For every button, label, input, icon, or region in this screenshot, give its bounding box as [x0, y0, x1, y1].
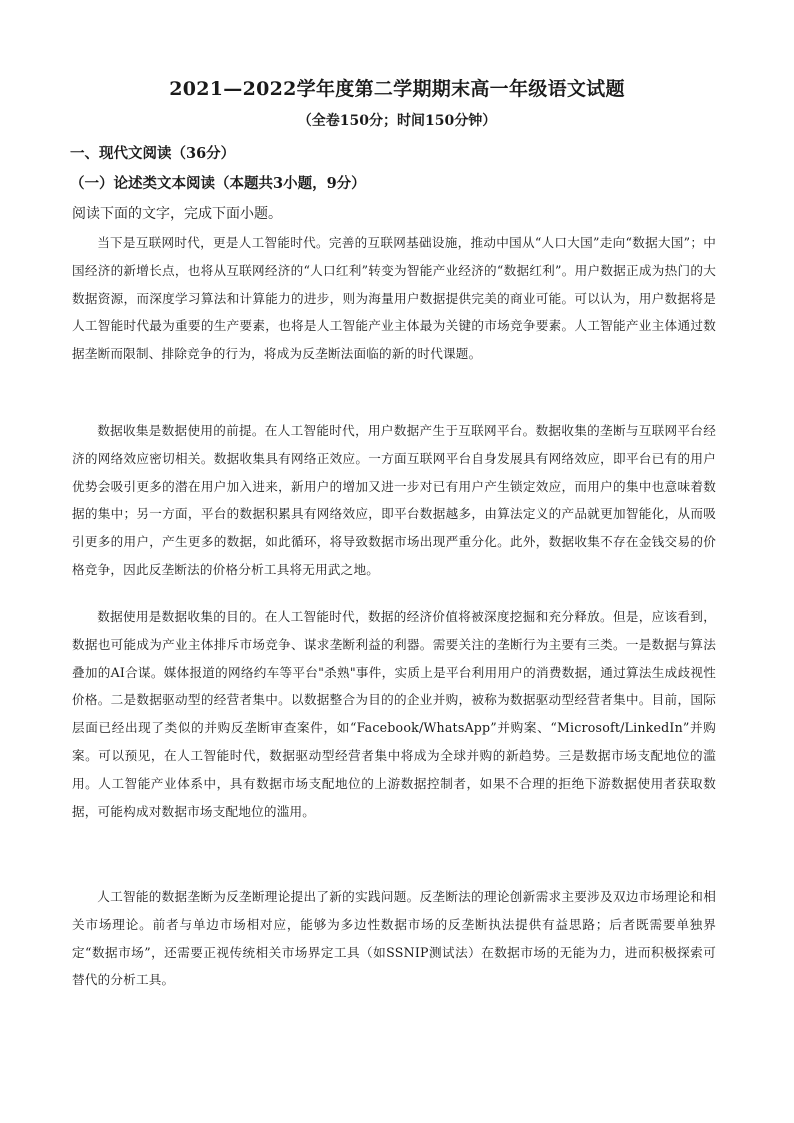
section-heading: 一、现代文阅读（36分） [70, 145, 236, 162]
passage-paragraph-3: 数据使用是数据收集的目的。在人工智能时代，数据的经济价值将被深度挖掘和充分释放。但是，应该看到，数据也可能成为产业主体排斥市场竞争、谋求垄断利益的利器。需要关注的垄断行为主要有三类。一是数据与算法叠加的AI合谋。媒体报道的网络约车等平台"杀熟"事件，实质上是平台利用用户的消费数据，通过算法生成歧视性价格。二是数据驱动型的经营者集中。以数据整合为目的的企业并购，被称为数据驱动型经营者集中。目前，国际层面已经出现了类似的并购反垄断审查案件，如“Facebook/WhatsApp”并购案、“Microsoft/LinkedIn”并购案。可以预见，在人工智能时代，数据驱动型经营者集中将成为全球并购的新趋势。三是数据市场支配地位的滥用。人工智能产业体系中，具有数据市场支配地位的上游数据控制者，如果不合理的拒绝下游数据使用者获取数据，可能构成对数据市场支配地位的滥用。 [72, 609, 716, 819]
passage-paragraph-4: 人工智能的数据垄断为反垄断理论提出了新的实践问题。反垄断法的理论创新需求主要涉及双边市场理论和相关市场理论。前者与单边市场相对应，能够为多边性数据市场的反垄断执法提供有益思路；后者既需要单独界定“数据市场”，还需要正视传统相关市场界定工具（如SSNIP测试法）在数据市场的无能为力，进而积极探索可替代的分析工具。 [72, 889, 716, 988]
passage-paragraph-2: 数据收集是数据使用的前提。在人工智能时代，用户数据产生于互联网平台。数据收集的垄断与互联网平台经济的网络效应密切相关。数据收集具有网络正效应。一方面互联网平台自身发展具有网络效应，即平台已有的用户优势会吸引更多的潜在用户加入进来，新用户的增加又进一步对已有用户产生锁定效应，而用户的集中也意味着数据的集中；另一方面，平台的数据积累具有网络效应，即平台数据越多，由算法定义的产品就更加智能化，从而吸引更多的用户，产生更多的数据，如此循环，将导致数据市场出现严重分化。此外，数据收集不存在金钱交易的价格竞争，因此反垄断法的价格分析工具将无用武之地。 [72, 423, 716, 577]
passage-paragraph-1: 当下是互联网时代，更是人工智能时代。完善的互联网基础设施，推动中国从“人口大国”走向“数据大国”；中国经济的新增长点，也将从互联网经济的“人口红利”转变为智能产业经济的“数据红利”。用户数据正成为热门的大数据资源，而深度学习算法和计算能力的进步，则为海量用户数据提供完美的商业可能。可以认为，用户数据将是人工智能时代最为重要的生产要素，也将是人工智能产业主体最为关键的市场竞争要素。人工智能产业主体通过数据垄断而限制、排除竞争的行为，将成为反垄断法面临的新的时代课题。 [72, 235, 716, 362]
exam-title: 2021—2022学年度第二学期期末高一年级语文试题 [169, 78, 625, 100]
reading-instruction: 阅读下面的文字，完成下面小题。 [72, 206, 282, 222]
sub-section-heading: （一）论述类文本阅读（本题共3小题，9分） [70, 175, 366, 192]
exam-subtitle: （全卷150分；时间150分钟） [297, 113, 497, 129]
